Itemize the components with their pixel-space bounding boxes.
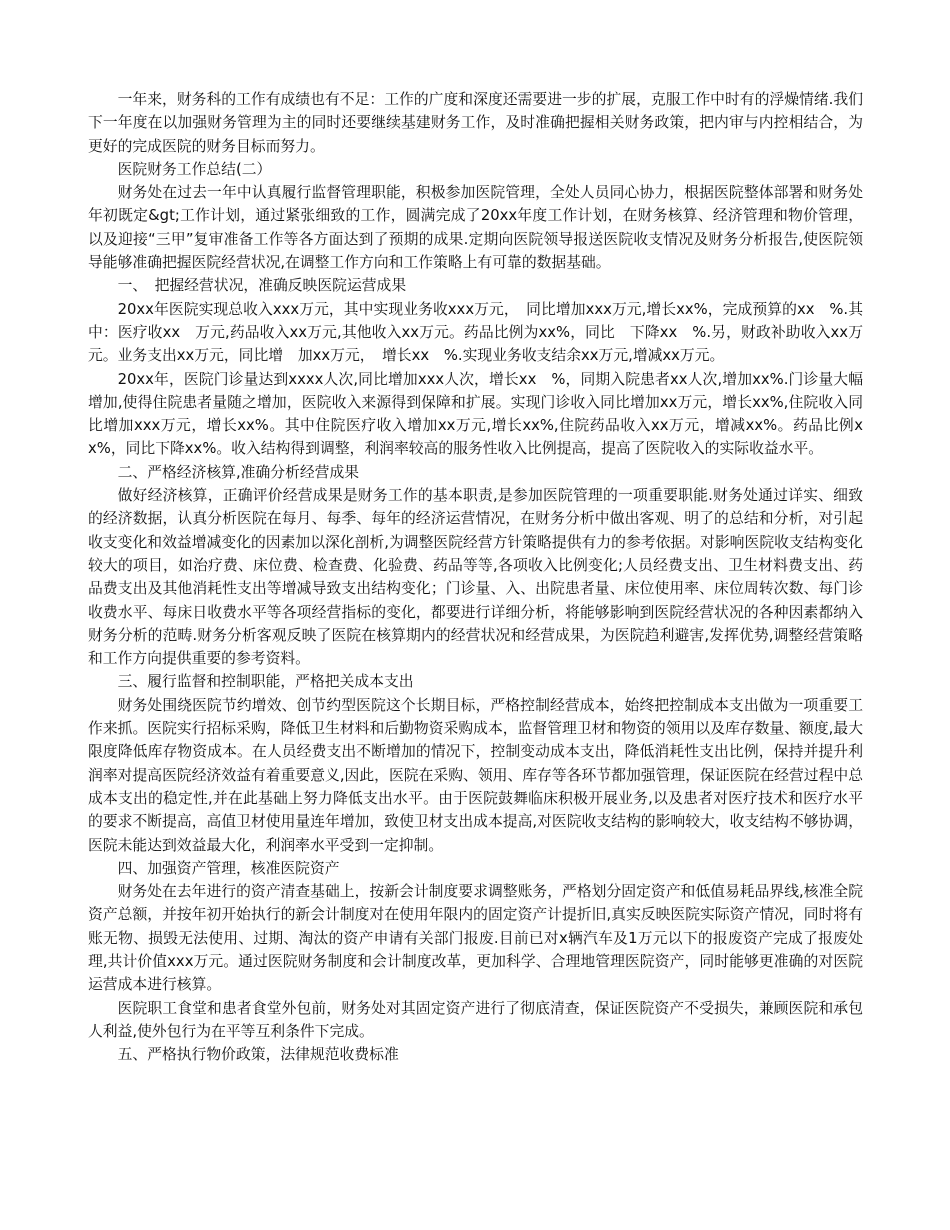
paragraph-outpatient: 20xx年，医院门诊量达到xxxx人次,同比增加xxx人次，增长xx %，同期入院患者xx人次,增加xx%.门诊量大幅增加,使得住院患者量随之增加，医院收入来源得到保障和扩展。实现门诊收入同比增加xx万元，增长xx%,住院收入同比增加xxx万元，增长xx%。其中住院医疗收入增加xx万元,增长xx%,住院药品收入xx万元，增减xx%。药品比例xx%，同比下降xx%。收入结构得到调整，利润率较高的服务性收入比例提高，提高了医院收入的实际收益水平。: [88, 370, 863, 458]
heading-section-5: 五、严格执行物价政策，法律规范收费标准: [117, 1046, 399, 1064]
paragraph-intro: 财务处在过去一年中认真履行监督管理职能，积极参加医院管理，全处人员同心协力，根据医院整体部署和财务处年初既定&gt;工作计划，通过紧张细致的工作，圆满完成了20xx年度工作计划，在财务核算、经济管理和物价管理，以及迎接“三甲”复审准备工作等各方面达到了预期的成果.定期向医院领导报送医院收支情况及财务分析报告,使医院领导能够准确把握医院经营状况,在调整工作方向和工作策略上有可靠的数据基础。: [88, 184, 863, 272]
heading-section-2: 二、严格经济核算,准确分析经营成果: [117, 463, 360, 481]
paragraph-revenue: 20xx年医院实现总收入xxx万元，其中实现业务收xxx万元， 同比增加xxx万元,增长xx%，完成预算的xx %.其中：医疗收xx 万元,药品收入xx万元,其他收入xx万元。药品比例为xx%，同比 下降xx %.另，财政补助收入xx万元。业务支出xx万元，同比增 加xx万元， 增长xx %.实现业务收支结余xx万元,增减xx万元。: [88, 300, 863, 365]
heading-section-4: 四、加强资产管理，核准医院资产: [117, 859, 340, 877]
heading-section-1: 一、 把握经营状况，准确反映医院运营成果: [117, 277, 407, 295]
paragraph-asset-management: 财务处在去年进行的资产清查基础上，按新会计制度要求调整账务，严格划分固定资产和低值易耗品界线,核准全院资产总额，并按年初开始执行的新会计制度对在使用年限内的固定资产计提折旧,真实反映医院实际资产情况，同时将有账无物、损毁无法使用、过期、淘汰的资产申请有关部门报废.目前已对x辆汽车及1万元以下的报废资产完成了报废处理,共计价值xxx万元。通过医院财务制度和会计制度改革，更加科学、合理地管理医院资产，同时能够更准确的对医院运营成本进行核算。: [88, 883, 863, 994]
section-title-summary-two: 医院财务工作总结(二）: [117, 160, 272, 178]
paragraph-economic-accounting: 做好经济核算，正确评价经营成果是财务工作的基本职责,是参加医院管理的一项重要职能.财务处通过详实、细致的经济数据，认真分析医院在每月、每季、每年的经济运营情况，在财务分析中做出客观、明了的总结和分析，对引起收支变化和效益增减变化的因素加以深化剖析,为调整医院经营方针策略提供有力的参考依据。对影响医院收支结构变化较大的项目，如治疗费、床位费、检查费、化验费、药品等等,各项收入比例变化;人员经费支出、卫生材料费支出、药品费支出及其他消耗性支出等增减导致支出结构变化；门诊量、入、出院患者量、床位使用率、床位周转次数、每门诊收费水平、每床日收费水平等各项经营指标的变化，都要进行详细分析，将能够影响到医院经营状况的各种因素都纳入财务分析的范畴.财务分析客观反映了医院在核算期内的经营状况和经营成果，为医院趋利避害,发挥优势,调整经营策略和工作方向提供重要的参考资料。: [88, 487, 863, 668]
heading-section-3: 三、履行监督和控制职能，严格把关成本支出: [117, 673, 414, 691]
paragraph-summary-shortcomings: 一年来，财务科的工作有成绩也有不足：工作的广度和深度还需要进一步的扩展，克服工作中时有的浮燥情绪.我们下一年度在以加强财务管理为主的同时还要继续基建财务工作，及时准确把握相关财务政策，把内审与内控相结合，为更好的完成医院的财务目标而努力。: [88, 91, 863, 155]
document-page: [88, 88, 863, 1066]
paragraph-cost-control: 财务处围绕医院节约增效、创节约型医院这个长期目标，严格控制经营成本，始终把控制成本支出做为一项重要工作来抓。医院实行招标采购，降低卫生材料和后勤物资采购成本，监督管理卫材和物资的领用以及库存数量、额度,最大限度降低库存物资成本。在人员经费支出不断增加的情况下，控制变动成本支出，降低消耗性支出比例，保持并提升利润率对提高医院经济效益有着重要意义,因此，医院在采购、领用、库存等各环节都加强管理，保证医院在经营过程中总成本支出的稳定性,并在此基础上努力降低支出水平。由于医院鼓舞临床积极开展业务,以及患者对医疗技术和医疗水平的要求不断提高，高值卫材使用量连年增加，致使卫材支出成本提高,对医院收支结构的影响较大，收支结构不够协调，医院未能达到效益最大化，利润率水平受到一定抑制。: [88, 696, 863, 854]
paragraph-canteen: 医院职工食堂和患者食堂外包前，财务处对其固定资产进行了彻底清查，保证医院资产不受损失，兼顾医院和承包人利益,使外包行为在平等互利条件下完成。: [88, 999, 863, 1040]
